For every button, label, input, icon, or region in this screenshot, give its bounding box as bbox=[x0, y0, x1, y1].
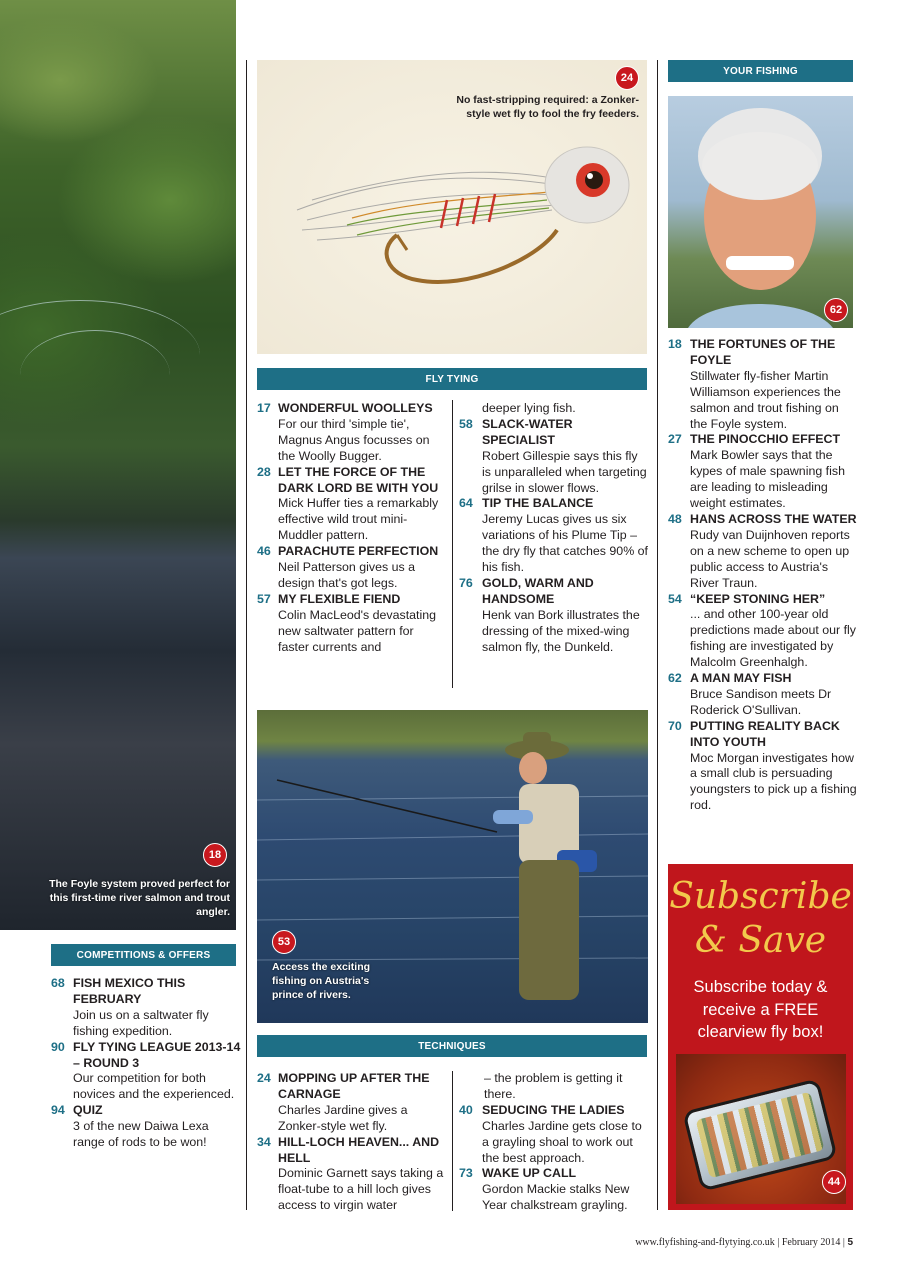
entry-body bbox=[278, 544, 445, 592]
entry-description: Colin MacLeod's devastating new saltwater pattern for faster currents and bbox=[278, 607, 437, 654]
entry-title: MOPPING UP AFTER THE CARNAGE bbox=[278, 1071, 430, 1101]
fly-line-loop bbox=[20, 330, 170, 420]
entry-body bbox=[690, 337, 858, 432]
wading-angler-photo bbox=[257, 710, 648, 1023]
entry-body bbox=[482, 1103, 649, 1167]
entry-description: Our competition for both novices and the experienced. bbox=[73, 1071, 235, 1102]
contents-entry[interactable] bbox=[257, 401, 445, 465]
entry-description: For our third 'simple tie', Magnus Angus focusses on the Woolly Bugger. bbox=[278, 416, 430, 463]
section-heading-techniques: TECHNIQUES bbox=[257, 1035, 647, 1057]
entry-description: Rudy van Duijnhoven reports on a new scheme to open up public access to Austria's River Traun. bbox=[690, 527, 850, 590]
entry-body bbox=[278, 1071, 445, 1135]
entry-body bbox=[278, 592, 445, 656]
page-number: 27 bbox=[668, 432, 682, 447]
page-number: 62 bbox=[668, 671, 682, 686]
entry-description: Dominic Garnett says taking a float-tube to a hill loch gives access to virgin water bbox=[278, 1166, 444, 1213]
entry-body bbox=[482, 417, 649, 497]
page-number: 90 bbox=[51, 1039, 65, 1054]
entry-title: “KEEP STONING HER” bbox=[690, 591, 826, 606]
entry-description: Join us on a saltwater fly fishing expedition. bbox=[73, 1007, 209, 1038]
entry-description: Mark Bowler says that the kypes of male spawning fish are leading to misleading weight estimates. bbox=[690, 448, 845, 511]
contents-entry[interactable] bbox=[459, 496, 649, 576]
entry-description: Jeremy Lucas gives us six variations of his Plume Tip – the dry fly that catches 90% of his fish. bbox=[482, 512, 648, 575]
contents-entry[interactable] bbox=[257, 544, 445, 592]
entry-title: THE PINOCCHIO EFFECT bbox=[690, 432, 841, 447]
entry-description: Moc Morgan investigates how a small club is persuading youngsters to pick up a fishing rod. bbox=[690, 750, 857, 813]
entry-description: Charles Jardine gives a Zonker-style wet fly. bbox=[278, 1102, 408, 1133]
save-heading: & Save bbox=[694, 920, 827, 961]
contents-entry[interactable] bbox=[459, 417, 649, 497]
section-heading-your-fishing: YOUR FISHING bbox=[668, 60, 853, 82]
clearview-fly-box bbox=[682, 1078, 838, 1191]
entry-title: SEDUCING THE LADIES bbox=[482, 1102, 625, 1117]
techniques-column-2 bbox=[459, 1071, 649, 1214]
entry-title: TIP THE BALANCE bbox=[482, 496, 594, 511]
page-number: 48 bbox=[668, 511, 682, 526]
contents-entry[interactable] bbox=[459, 1166, 649, 1214]
fly-tying-column-1 bbox=[257, 401, 445, 656]
entry-body bbox=[73, 1103, 241, 1151]
entry-title: A MAN MAY FISH bbox=[690, 671, 792, 686]
entry-description: Robert Gillespie says this fly is unparalleled when targeting grilse in slower flows. bbox=[482, 448, 647, 495]
entry-description: 3 of the new Daiwa Lexa range of rods to be won! bbox=[73, 1119, 209, 1150]
entry-title: WAKE UP CALL bbox=[482, 1166, 577, 1181]
page-number: 5 bbox=[847, 1237, 853, 1248]
contents-entry[interactable] bbox=[51, 1040, 241, 1104]
entry-description: ... and other 100-year old predictions made about our fly fishing are investigated by Malcolm Greenhalgh. bbox=[690, 607, 856, 670]
entry-body bbox=[690, 592, 858, 672]
page-number: 28 bbox=[257, 464, 271, 479]
entry-description: Gordon Mackie stalks New Year chalkstream grayling. bbox=[482, 1182, 630, 1213]
techniques-column-1 bbox=[257, 1071, 445, 1214]
contents-entry[interactable] bbox=[257, 1071, 445, 1135]
section-heading-fly-tying: FLY TYING bbox=[257, 368, 647, 390]
your-fishing-list bbox=[668, 337, 858, 814]
entry-description: Neil Patterson gives us a design that's got legs. bbox=[278, 560, 416, 590]
footer-url[interactable]: www.flyfishing-and-flytying.co.uk bbox=[635, 1237, 775, 1248]
entry-title: HILL-LOCH HEAVEN... AND HELL bbox=[278, 1134, 440, 1165]
column-divider bbox=[246, 60, 247, 1210]
entry-body bbox=[278, 1135, 445, 1215]
page-number: 40 bbox=[459, 1102, 473, 1117]
column-divider bbox=[452, 400, 453, 688]
page-badge: 62 bbox=[824, 298, 848, 322]
entry-body bbox=[73, 976, 241, 1040]
portrait-drawing bbox=[668, 96, 853, 328]
page-number: 76 bbox=[459, 575, 473, 590]
contents-entry[interactable] bbox=[668, 512, 858, 592]
fly-tying-column-2 bbox=[459, 401, 649, 656]
subscribe-heading: Subscribe bbox=[669, 876, 852, 917]
entry-title: FISH MEXICO THIS FEBRUARY bbox=[73, 976, 186, 1006]
contents-entry[interactable] bbox=[459, 1103, 649, 1167]
entry-title: GOLD, WARM AND HANDSOME bbox=[482, 575, 594, 606]
continued-text: – the problem is getting it there. bbox=[484, 1071, 623, 1101]
fly-box-photo bbox=[676, 1054, 846, 1204]
contents-entry[interactable] bbox=[257, 1135, 445, 1215]
entry-body bbox=[690, 719, 858, 814]
entry-body bbox=[690, 671, 858, 719]
competitions-list bbox=[51, 976, 241, 1151]
entry-body bbox=[482, 576, 649, 656]
page-number: 94 bbox=[51, 1103, 65, 1118]
column-divider bbox=[452, 1071, 453, 1211]
footer-separator: | bbox=[777, 1237, 782, 1248]
page-number: 24 bbox=[257, 1071, 271, 1085]
contents-entry[interactable] bbox=[668, 337, 858, 432]
contents-entry[interactable] bbox=[668, 432, 858, 512]
page-number: 18 bbox=[668, 337, 682, 351]
entry-body bbox=[690, 432, 858, 512]
contents-entry[interactable] bbox=[459, 576, 649, 656]
page-number: 34 bbox=[257, 1134, 271, 1149]
entry-body bbox=[278, 401, 445, 465]
page-badge: 18 bbox=[203, 843, 227, 867]
page-badge: 24 bbox=[615, 66, 639, 90]
contents-entry[interactable] bbox=[51, 1103, 241, 1151]
entry-title: MY FLEXIBLE FIEND bbox=[278, 591, 401, 606]
entry-body bbox=[73, 1040, 241, 1104]
entry-title: THE FORTUNES OF THE FOYLE bbox=[690, 337, 836, 367]
page-number: 17 bbox=[257, 401, 271, 415]
entry-body bbox=[482, 496, 649, 576]
contents-entry[interactable] bbox=[668, 592, 858, 672]
entry-title: SLACK-WATER SPECIALIST bbox=[482, 416, 573, 447]
photo-caption: The Foyle system proved perfect for this first-time river salmon and trout angler. bbox=[49, 878, 230, 918]
page-badge: 44 bbox=[822, 1170, 846, 1194]
column-divider bbox=[657, 60, 658, 1210]
page-badge: 53 bbox=[272, 930, 296, 954]
page-number: 70 bbox=[668, 718, 682, 733]
page-number: 64 bbox=[459, 496, 473, 511]
entry-body bbox=[278, 465, 445, 545]
entry-title: PUTTING REALITY BACK INTO YOUTH bbox=[690, 718, 840, 749]
page-footer bbox=[635, 1237, 853, 1248]
entry-title: WONDERFUL WOOLLEYS bbox=[278, 401, 433, 415]
zonker-fly-illustration bbox=[257, 60, 647, 354]
page-number: 46 bbox=[257, 544, 271, 559]
entry-body bbox=[482, 1166, 649, 1214]
entry-body bbox=[690, 512, 858, 592]
page-number: 54 bbox=[668, 591, 682, 606]
entry-title: HANS ACROSS THE WATER bbox=[690, 511, 857, 526]
page-number: 73 bbox=[459, 1166, 473, 1181]
contents-entry[interactable] bbox=[668, 719, 858, 814]
contents-entry[interactable] bbox=[668, 671, 858, 719]
flies-in-box bbox=[695, 1092, 824, 1179]
entry-description: Henk van Bork illustrates the dressing of the mixed-wing salmon fly, the Dunkeld. bbox=[482, 607, 640, 654]
contents-entry[interactable] bbox=[51, 976, 241, 1040]
entry-description: Bruce Sandison meets Dr Roderick O'Sullivan. bbox=[690, 686, 832, 717]
entry-description: Stillwater fly-fisher Martin Williamson experiences the salmon and trout fishing on the Foyle system. bbox=[690, 368, 841, 431]
entry-title: FLY TYING LEAGUE 2013-14 – ROUND 3 bbox=[73, 1039, 241, 1070]
continued-text: deeper lying fish. bbox=[482, 401, 576, 415]
contents-entry[interactable] bbox=[257, 465, 445, 545]
entry-description: Charles Jardine gets close to a grayling shoal to work out the best approach. bbox=[482, 1118, 642, 1165]
page-number: 58 bbox=[459, 416, 473, 431]
section-heading-competitions: COMPETITIONS & OFFERS bbox=[51, 944, 236, 966]
page-number: 57 bbox=[257, 591, 271, 606]
footer-date: February 2014 bbox=[781, 1237, 841, 1248]
entry-title: QUIZ bbox=[73, 1103, 103, 1118]
portrait-photo bbox=[668, 96, 853, 328]
entry-description: Mick Huffer ties a remarkably effective wild trout mini-Muddler pattern. bbox=[278, 496, 439, 543]
page-number: 68 bbox=[51, 976, 65, 990]
subscribe-advert[interactable] bbox=[668, 864, 853, 1210]
footer-separator: | bbox=[842, 1237, 848, 1248]
photo-caption: Access the exciting fishing on Austria's prince of rivers. bbox=[272, 961, 371, 1001]
subscribe-offer-text: Subscribe today & receive a FREE clearview fly box! bbox=[693, 978, 828, 1041]
river-photo bbox=[0, 0, 236, 930]
entry-title: PARACHUTE PERFECTION bbox=[278, 544, 439, 559]
photo-caption: No fast-stripping required: a Zonker-style wet fly to fool the fry feeders. bbox=[456, 94, 639, 120]
contents-entry[interactable] bbox=[257, 592, 445, 656]
entry-title: LET THE FORCE OF THE DARK LORD BE WITH YOU bbox=[278, 464, 439, 495]
